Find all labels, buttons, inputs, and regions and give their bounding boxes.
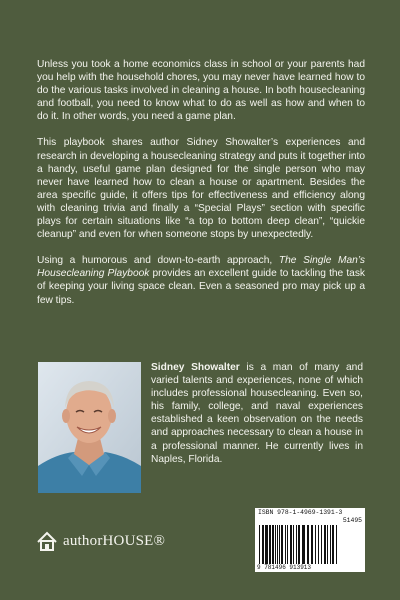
barcode-bar	[287, 525, 288, 564]
author-name: Sidney Showalter	[151, 362, 240, 373]
barcode-bar	[259, 525, 260, 564]
author-bio	[151, 361, 363, 466]
barcode-bar	[265, 525, 268, 564]
barcode-bar	[336, 525, 337, 564]
barcode-bar	[296, 525, 297, 564]
author-photo	[38, 362, 141, 493]
book-title: The Single Man’s Housecleaning Playbook	[37, 255, 365, 280]
publisher-logo	[36, 529, 165, 553]
barcode-bar	[324, 525, 326, 564]
barcode-bar	[293, 525, 294, 564]
blurb-paragraph-2: This playbook shares author Sidney Showalter’s experiences and research in developing a housecleaning strategy and puts it together into a handy, useful game plan designed for the single person who may never have learned how to clean a house or apartment. Besides the area specific guide, it offers tips for effectiveness and efficiency along with cleaning trivia and finally a “Special Plays” section with specific plays for certain situations like “a top to bottom deep clean”, “quickie cleanup” and even for when someone stops by unexpectedly.	[37, 137, 365, 241]
isbn-number: ISBN 978-1-4969-1391-3	[258, 509, 343, 516]
barcode-bar	[279, 525, 280, 564]
barcode-bar	[327, 525, 328, 564]
author-bio-text: is a man of many and varied talents and experiences, none of which includes professional housecleaning. Even so, his family, college, and naval experiences established a keen observation on the needs and approaches necessary to clean a house in a professional manner. He currently lives in Naples, Florida.	[151, 362, 364, 465]
barcode-bar	[281, 525, 283, 564]
barcode-bar	[277, 525, 278, 564]
barcode-bar	[307, 525, 309, 564]
barcode-bar	[269, 525, 271, 564]
barcode-bar	[315, 525, 316, 564]
blurb-paragraph-1: Unless you took a home economics class in school or your parents had you help with the household chores, you may never have learned how to do the various tasks involved in cleaning a house. In both housecleaning and football, you need to know what to do as well as how and when to do it. In other words, you need a game plan.	[37, 59, 365, 123]
barcode-bar	[285, 525, 286, 564]
barcode-bar	[272, 525, 274, 564]
publisher-name: authorHOUSE®	[63, 532, 166, 549]
barcode-bar	[321, 525, 322, 564]
blurb-p3-after: provides an excellent guide to tackling the task of keeping your living space clean. Even a seasoned pro may pick up a few tips.	[37, 268, 366, 306]
cover-blurb	[37, 58, 365, 307]
barcode-bar	[275, 525, 276, 564]
blurb-p3-before: Using a humorous and down-to-earth approach,	[37, 255, 279, 267]
blurb-paragraph-3	[37, 254, 365, 306]
barcode-bar	[332, 525, 334, 564]
barcode-bar	[290, 525, 292, 564]
ean-digits: 9 781496 913913	[257, 564, 312, 571]
isbn-barcode	[255, 508, 365, 572]
barcode-bar	[311, 525, 313, 564]
barcode-bars	[258, 525, 362, 564]
price-code: 51495	[342, 517, 362, 524]
authorhouse-logo-icon	[36, 530, 58, 552]
barcode-bar	[330, 525, 331, 564]
barcode-bar	[262, 525, 264, 564]
barcode-bar	[318, 525, 319, 564]
barcode-bar	[298, 525, 300, 564]
barcode-bar	[302, 525, 305, 564]
